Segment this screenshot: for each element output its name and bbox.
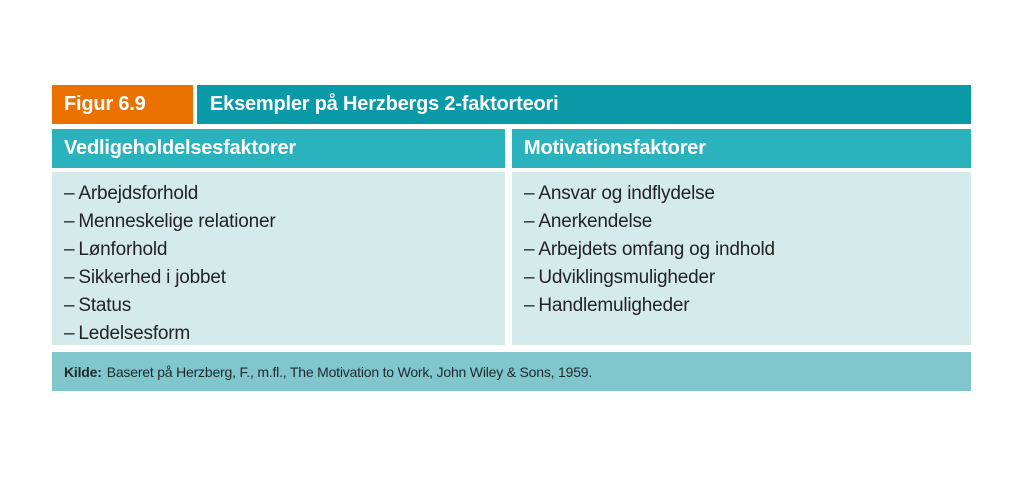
source-label: Kilde: xyxy=(64,363,102,380)
dash-bullet: – xyxy=(64,183,75,204)
list-item-label: Ledelsesform xyxy=(78,323,191,344)
list-item-label: Anerkendelse xyxy=(538,211,653,232)
list-item xyxy=(64,236,505,264)
list-item xyxy=(64,208,505,236)
dash-bullet: – xyxy=(64,323,75,344)
figure-6-9 xyxy=(52,85,971,391)
list-item xyxy=(524,264,971,292)
list-item-label: Status xyxy=(78,295,132,316)
list-item xyxy=(524,208,971,236)
list-item xyxy=(64,320,505,348)
dash-bullet: – xyxy=(524,295,535,316)
maintenance-factors-list xyxy=(52,172,505,345)
list-item xyxy=(524,236,971,264)
dash-bullet: – xyxy=(64,239,75,260)
dash-bullet: – xyxy=(524,267,535,288)
list-item xyxy=(524,180,971,208)
figure-title: Eksempler på Herzbergs 2-faktorteori xyxy=(197,85,971,124)
list-item-label: Ansvar og indflydelse xyxy=(538,183,715,204)
motivation-factors-list xyxy=(512,172,971,345)
source-text: Baseret på Herzberg, F., m.fl., The Motivation to Work, John Wiley & Sons, 1959. xyxy=(106,363,593,380)
list-item xyxy=(524,292,971,320)
list-item-label: Udviklingsmuligheder xyxy=(538,267,715,288)
dash-bullet: – xyxy=(524,211,535,232)
dash-bullet: – xyxy=(64,295,75,316)
dash-bullet: – xyxy=(524,239,535,260)
list-item-label: Lønforhold xyxy=(78,239,168,260)
dash-bullet: – xyxy=(524,183,535,204)
dash-bullet: – xyxy=(64,211,75,232)
source-note xyxy=(52,352,971,391)
figure-label: Figur 6.9 xyxy=(52,85,193,124)
column-header-row xyxy=(52,129,971,168)
list-item-label: Arbejdets omfang og indhold xyxy=(538,239,775,260)
list-item xyxy=(64,264,505,292)
column-header-maintenance: Vedligeholdelsesfaktorer xyxy=(52,129,505,168)
list-item-label: Sikkerhed i jobbet xyxy=(78,267,226,288)
list-item xyxy=(64,292,505,320)
dash-bullet: – xyxy=(64,267,75,288)
list-item-label: Arbejdsforhold xyxy=(78,183,199,204)
figure-body-row xyxy=(52,172,971,345)
list-item-label: Handlemuligheder xyxy=(538,295,690,316)
list-item-label: Menneskelige relationer xyxy=(78,211,276,232)
figure-title-row xyxy=(52,85,971,124)
list-item xyxy=(64,180,505,208)
column-header-motivation: Motivationsfaktorer xyxy=(512,129,971,168)
